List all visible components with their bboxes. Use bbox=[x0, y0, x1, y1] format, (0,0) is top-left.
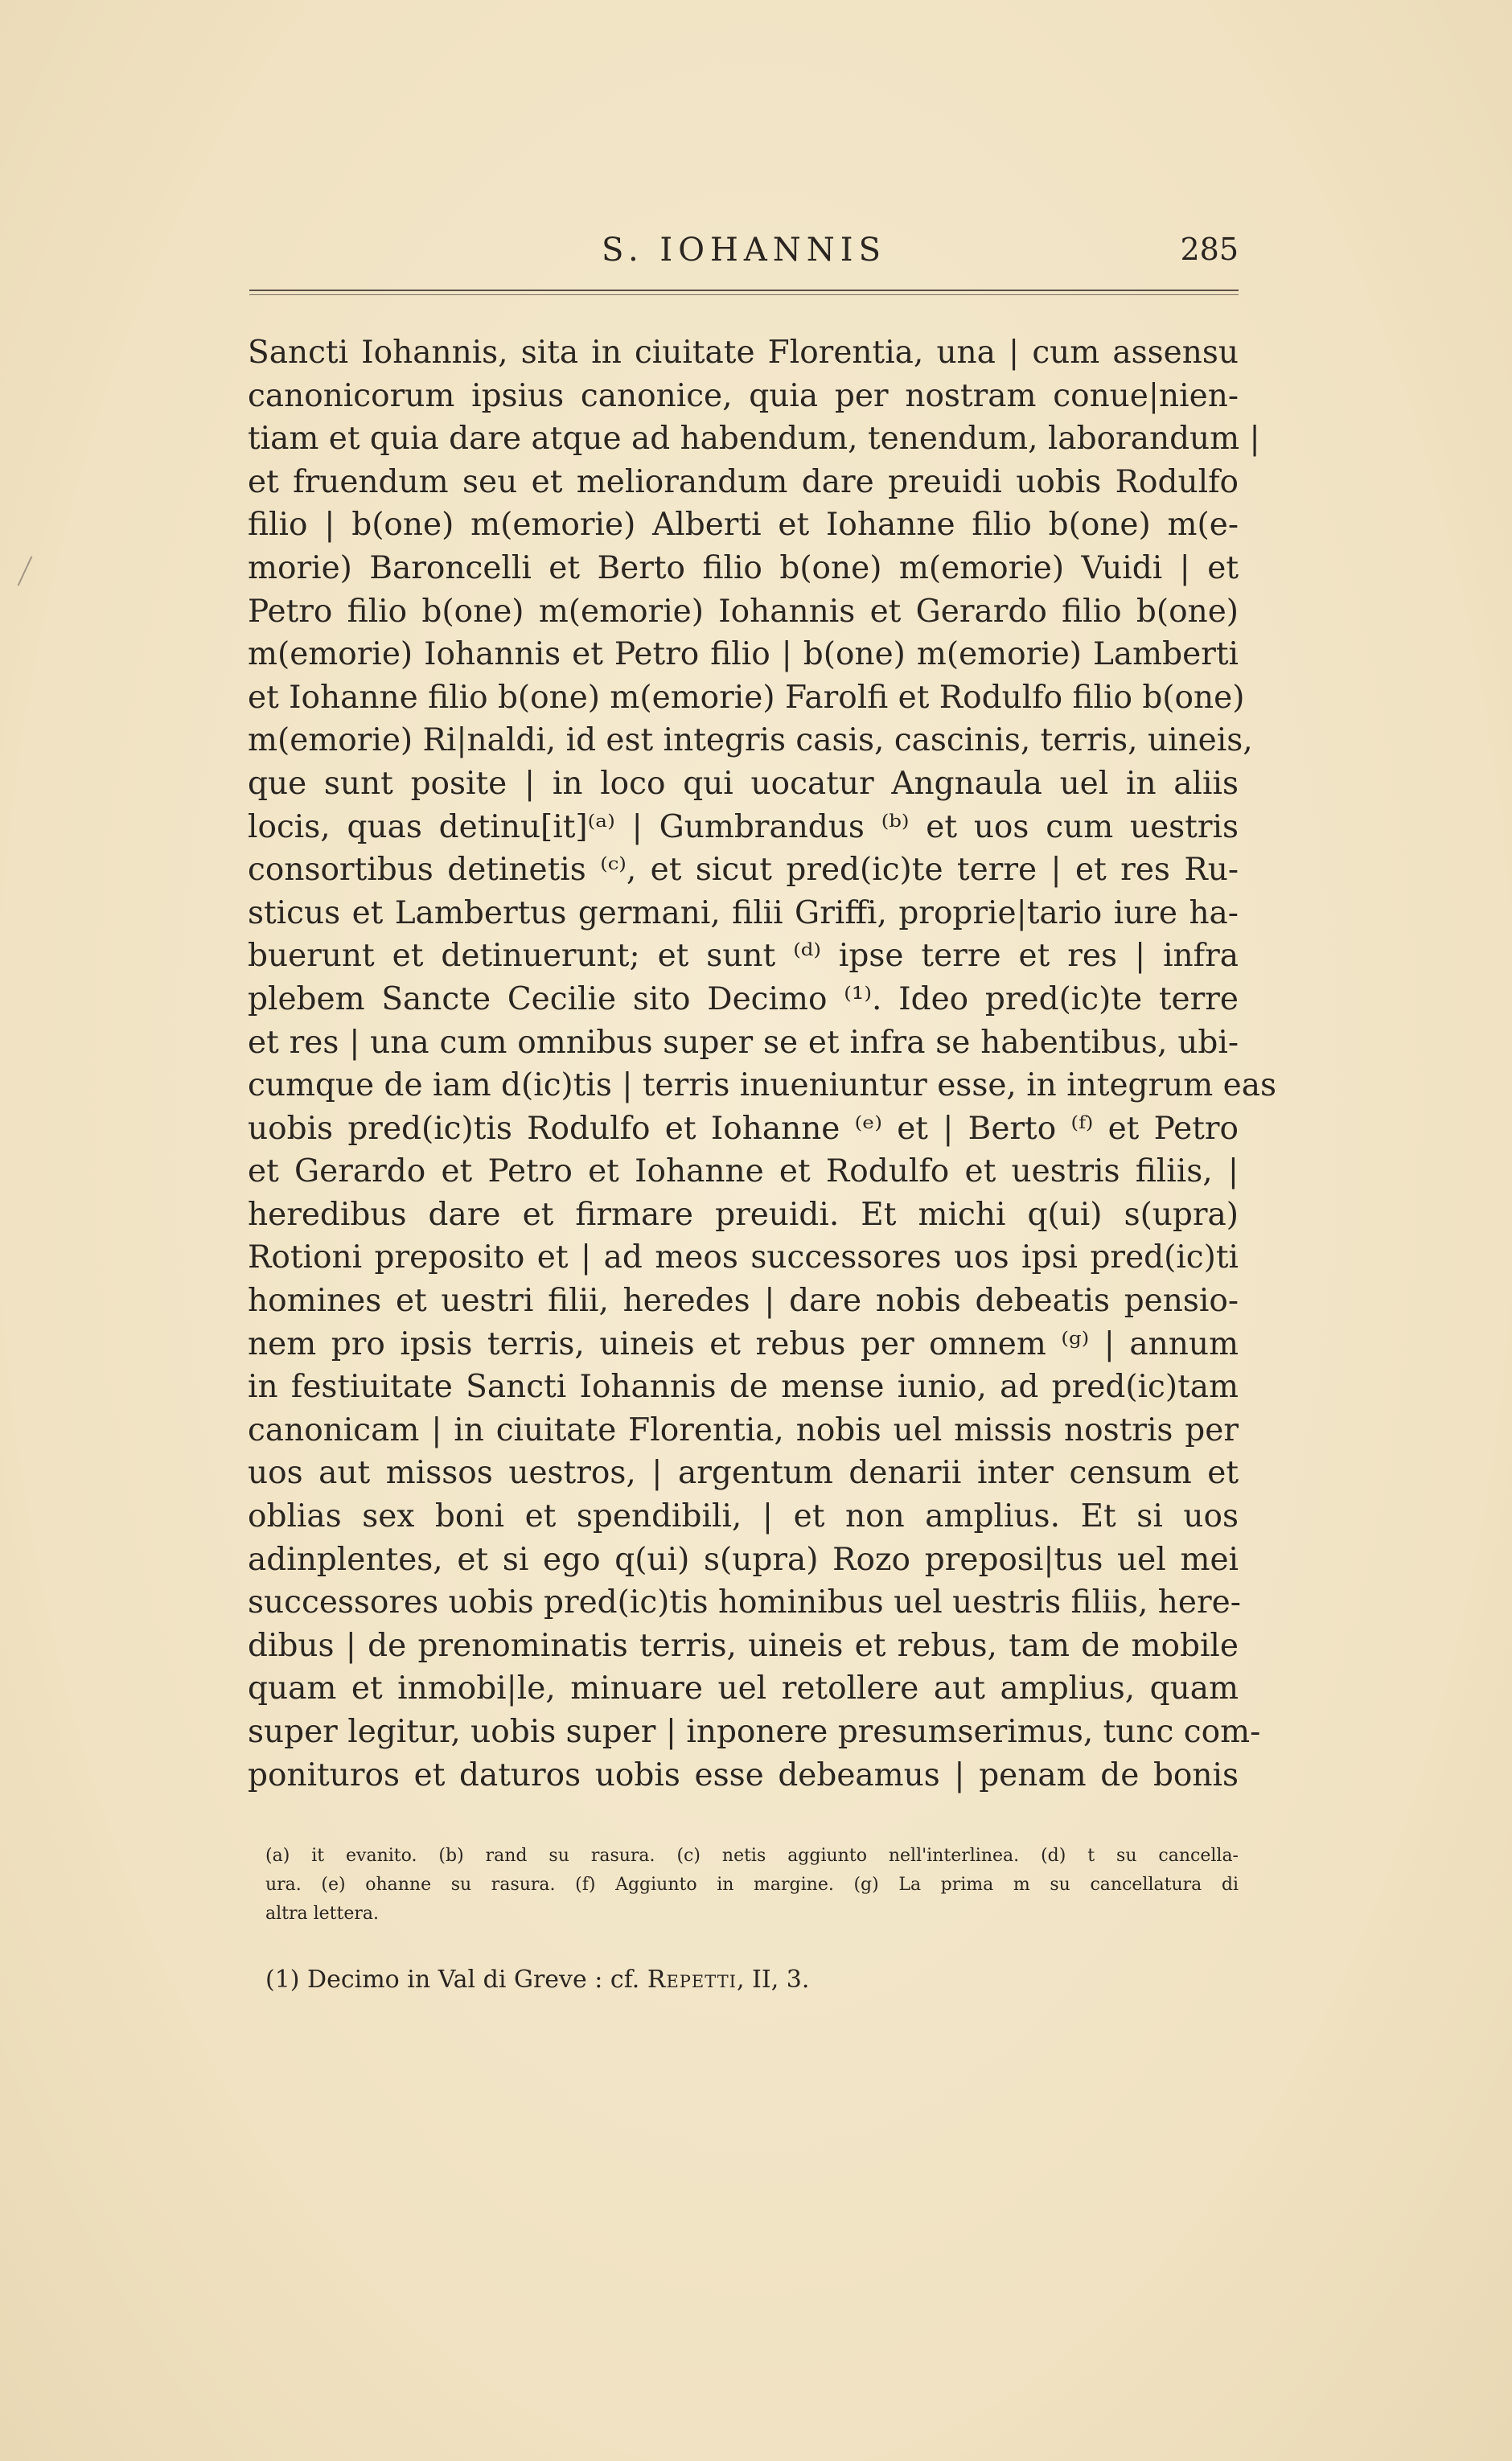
text-line: uos aut missos uestros, | argentum denarii inter censum et bbox=[248, 1455, 1239, 1492]
historical-footnote-suffix: , II, 3. bbox=[736, 1966, 810, 1994]
running-title: S. IOHANNIS bbox=[602, 232, 886, 269]
text-line: Petro filio b(one) m(emorie) Iohannis et Gerardo filio b(one) bbox=[248, 593, 1239, 630]
text-line: nem pro ipsis terris, uineis et rebus per omnem ⁽ᵍ⁾ | annum bbox=[248, 1325, 1239, 1362]
text-line: dibus | de prenominatis terris, uineis et rebus, tam de mobile bbox=[248, 1627, 1239, 1664]
text-line: canonicorum ipsius canonice, quia per nostram conue|nien- bbox=[248, 377, 1239, 414]
text-line: et fruendum seu et meliorandum dare preuidi uobis Rodulfo bbox=[248, 463, 1239, 500]
running-head bbox=[249, 232, 1239, 280]
text-line: oblias sex boni et spendibili, | et non amplius. Et si uos bbox=[248, 1498, 1239, 1535]
text-line: sticus et Lambertus germani, filii Griffi, proprie|tario iure ha- bbox=[248, 894, 1239, 931]
text-line: Sancti Iohannis, sita in ciuitate Florentia, una | cum assensu bbox=[248, 335, 1239, 371]
text-line: morie) Baroncelli et Berto filio b(one) m(emorie) Vuidi | et bbox=[248, 549, 1239, 586]
critical-note-line: (a) it evanito. (b) rand su rasura. (c) netis aggiunto nell'interlinea. (d) t su cancella- bbox=[265, 1846, 1239, 1866]
historical-footnote bbox=[265, 1964, 1239, 1996]
header-rule bbox=[249, 290, 1239, 295]
text-line: tiam et quia dare atque ad habendum, tenendum, laborandum | bbox=[248, 421, 1260, 458]
text-line: adinplentes, et si ego q(ui) s(upra) Rozo preposi|tus uel mei bbox=[248, 1541, 1239, 1578]
text-line: buerunt et detinuerunt; et sunt ⁽ᵈ⁾ ipse terre et res | infra bbox=[248, 938, 1239, 975]
text-line: et Iohanne filio b(one) m(emorie) Farolfi et Rodulfo filio b(one) bbox=[248, 679, 1245, 716]
page-number: 285 bbox=[1180, 232, 1239, 267]
historical-footnote-author: Repetti bbox=[647, 1966, 737, 1994]
text-line: cumque de iam d(ic)tis | terris inueniuntur esse, in integrum eas bbox=[248, 1067, 1276, 1104]
margin-pencil-mark bbox=[18, 556, 33, 585]
text-line: Rotioni preposito et | ad meos successores uos ipsi pred(ic)ti bbox=[248, 1239, 1239, 1276]
body-text bbox=[248, 331, 1276, 1797]
text-line: homines et uestri filii, heredes | dare nobis debeatis pensio- bbox=[248, 1283, 1239, 1320]
text-line: in festiuitate Sancti Iohannis de mense iunio, ad pred(ic)tam bbox=[248, 1369, 1239, 1406]
text-line: et res | una cum omnibus super se et infra se habentibus, ubi- bbox=[248, 1024, 1239, 1061]
text-line: heredibus dare et firmare preuidi. Et michi q(ui) s(upra) bbox=[248, 1196, 1239, 1233]
text-line: locis, quas detinu[it]⁽ᵃ⁾ | Gumbrandus ⁽ᵇ⁾ et uos cum uestris bbox=[248, 808, 1239, 845]
text-line: ponituros et daturos uobis esse debeamus | penam de bonis bbox=[248, 1756, 1239, 1793]
critical-note-line: ura. (e) ohanne su rasura. (f) Aggiunto in margine. (g) La prima m su cancellatura di bbox=[265, 1875, 1239, 1895]
text-line: m(emorie) Ri|naldi, id est integris casis, cascinis, terris, uineis, bbox=[248, 722, 1253, 759]
text-line: quam et inmobi|le, minuare uel retollere aut amplius, quam bbox=[248, 1670, 1239, 1707]
historical-footnote-prefix: (1) Decimo in Val di Greve : cf. bbox=[265, 1966, 640, 1994]
text-line: super legitur, uobis super | inponere presumserimus, tunc com- bbox=[248, 1714, 1261, 1750]
text-line: filio | b(one) m(emorie) Alberti et Iohanne filio b(one) m(e- bbox=[248, 507, 1239, 544]
text-line: successores uobis pred(ic)tis hominibus uel uestris filiis, here- bbox=[248, 1584, 1241, 1621]
text-line: canonicam | in ciuitate Florentia, nobis uel missis nostris per bbox=[248, 1411, 1239, 1448]
text-line: consortibus detinetis ⁽ᶜ⁾, et sicut pred(ic)te terre | et res Ru- bbox=[248, 852, 1239, 889]
text-line: plebem Sancte Cecilie sito Decimo ⁽¹⁾. Ideo pred(ic)te terre bbox=[248, 980, 1239, 1017]
critical-note-line: altra lettera. bbox=[265, 1904, 380, 1924]
text-line: uobis pred(ic)tis Rodulfo et Iohanne ⁽ᵉ⁾ et | Berto ⁽ᶠ⁾ et Petro bbox=[248, 1110, 1239, 1147]
text-line: que sunt posite | in loco qui uocatur Angnaula uel in aliis bbox=[248, 765, 1239, 802]
text-line: m(emorie) Iohannis et Petro filio | b(one) m(emorie) Lamberti bbox=[248, 636, 1239, 673]
critical-apparatus bbox=[265, 1842, 1239, 1929]
text-line: et Gerardo et Petro et Iohanne et Rodulfo et uestris filiis, | bbox=[248, 1153, 1239, 1190]
